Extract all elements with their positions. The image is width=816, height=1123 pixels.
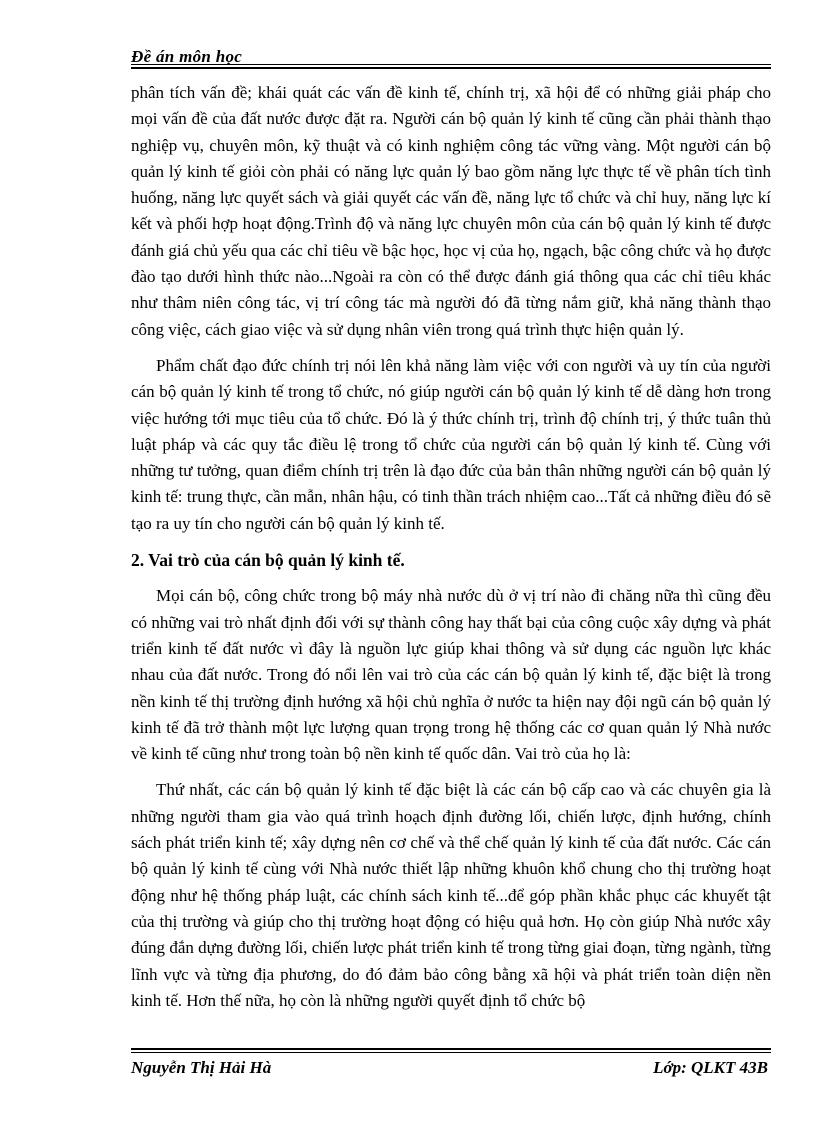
paragraph-continuation: phân tích vấn đề; khái quát các vấn đề kinh tế, chính trị, xã hội để có những giải pháp cho mọi vấn đề của đất nước được đặt ra. Người cán bộ quản lý kinh tế cũng cần phải thành thạo nghiệp vụ, chuyên môn, kỹ thuật và có kinh nghiệm công tác vững vàng. Một người cán bộ quản lý kinh tế giỏi còn phải có năng lực quản lý bao gồm năng lực thực tế về phân tích tình huống, năng lực quyết sách và giải quyết các vấn đề, năng lực tổ chức và chỉ huy, năng lực kí kết và phối hợp hoạt động.Trình độ và năng lực chuyên môn của cán bộ quản lý kinh tế được đánh giá chủ yếu qua các chỉ tiêu về bậc học, học vị của họ, ngạch, bậc công chức và họ được đào tạo dưới hình thức nào...Ngoài ra còn có thể được đánh giá thông qua các chỉ tiêu khác như thâm niên công tác, vị trí công tác mà người đó đã từng nắm giữ, khả năng thành thạo công việc, cách giao việc và sử dụng nhân viên trong quá trình thực hiện quản lý. (131, 83, 771, 339)
header-title: Đề án môn học (131, 47, 243, 66)
footer-author: Nguyễn Thị Hải Hà (131, 1058, 272, 1077)
header-rule (131, 64, 771, 65)
document-body (131, 80, 771, 1024)
paragraph-ethics: Phẩm chất đạo đức chính trị nói lên khả năng làm việc với con người và uy tín của người cán bộ quản lý kinh tế trong tổ chức, nó giúp người cán bộ quản lý kinh tế dễ dàng hơn trong việc hướng tới mục tiêu của tổ chức. Đó là ý thức chính trị, trình độ chính trị, ý thức tuân thủ luật pháp và các quy tắc điều lệ trong tổ chức của người cán bộ quản lý kinh tế. Cùng với những tư tưởng, quan điểm chính trị trên là đạo đức của bản thân những người cán bộ quản lý kinh tế: trung thực, cần mẫn, nhân hậu, có tinh thần trách nhiệm cao...Tất cả những điều đó sẽ tạo ra uy tín cho người cán bộ quản lý kinh tế. (131, 355, 771, 533)
footer-rule-thick (131, 1048, 771, 1050)
footer-class: Lớp: QLKT 43B (653, 1058, 768, 1077)
header-rule-thick (131, 67, 771, 69)
section-heading: 2. Vai trò của cán bộ quản lý kinh tế. (131, 550, 405, 571)
paragraph-role-first: Thứ nhất, các cán bộ quản lý kinh tế đặc biệt là các cán bộ cấp cao và các chuyên gia là những người tham gia vào quá trình hoạch định đường lối, chiến lược, định hướng, chính sách phát triển kinh tế; xây dựng nên cơ chế và thể chế quản lý kinh tế của đất nước. Các cán bộ quản lý kinh tế cùng với Nhà nước thiết lập những khuôn khổ chung cho thị trường hoạt động như hệ thống pháp luật, các chính sách kinh tế...để góp phần khắc phục các khuyết tật của thị trường và giúp cho thị trường hoạt động có hiệu quả hơn. Họ còn giúp Nhà nước xây đúng đắn dựng đường lối, chiến lược phát triển kinh tế trong từng giai đoạn, từng ngành, từng lĩnh vực và từng địa phương, do đó đảm bảo công bằng xã hội và phát triển toàn diện nền kinh tế. Hơn thế nữa, họ còn là những người quyết định tổ chức bộ (131, 780, 771, 1010)
paragraph-role-intro: Mọi cán bộ, công chức trong bộ máy nhà nước dù ở vị trí nào đi chăng nữa thì cũng đều có những vai trò nhất định đối với sự thành công hay thất bại của công cuộc xây dựng và phát triển kinh tế đất nước vì đây là nguồn lực giúp khai thông và sử dụng các nguồn lực khác nhau của đất nước. Trong đó nổi lên vai trò của các cán bộ quản lý kinh tế, đặc biệt là trong nền kinh tế thị trường định hướng xã hội chủ nghĩa ở nước ta hiện nay đội ngũ cán bộ quản lý kinh tế đã trở thành một lực lượng quan trọng trong hệ thống các cơ quan quản lý Nhà nước về kinh tế cũng như trong toàn bộ nền kinh tế quốc dân. Vai trò của họ là: (131, 586, 771, 764)
footer-rule (131, 1052, 771, 1053)
